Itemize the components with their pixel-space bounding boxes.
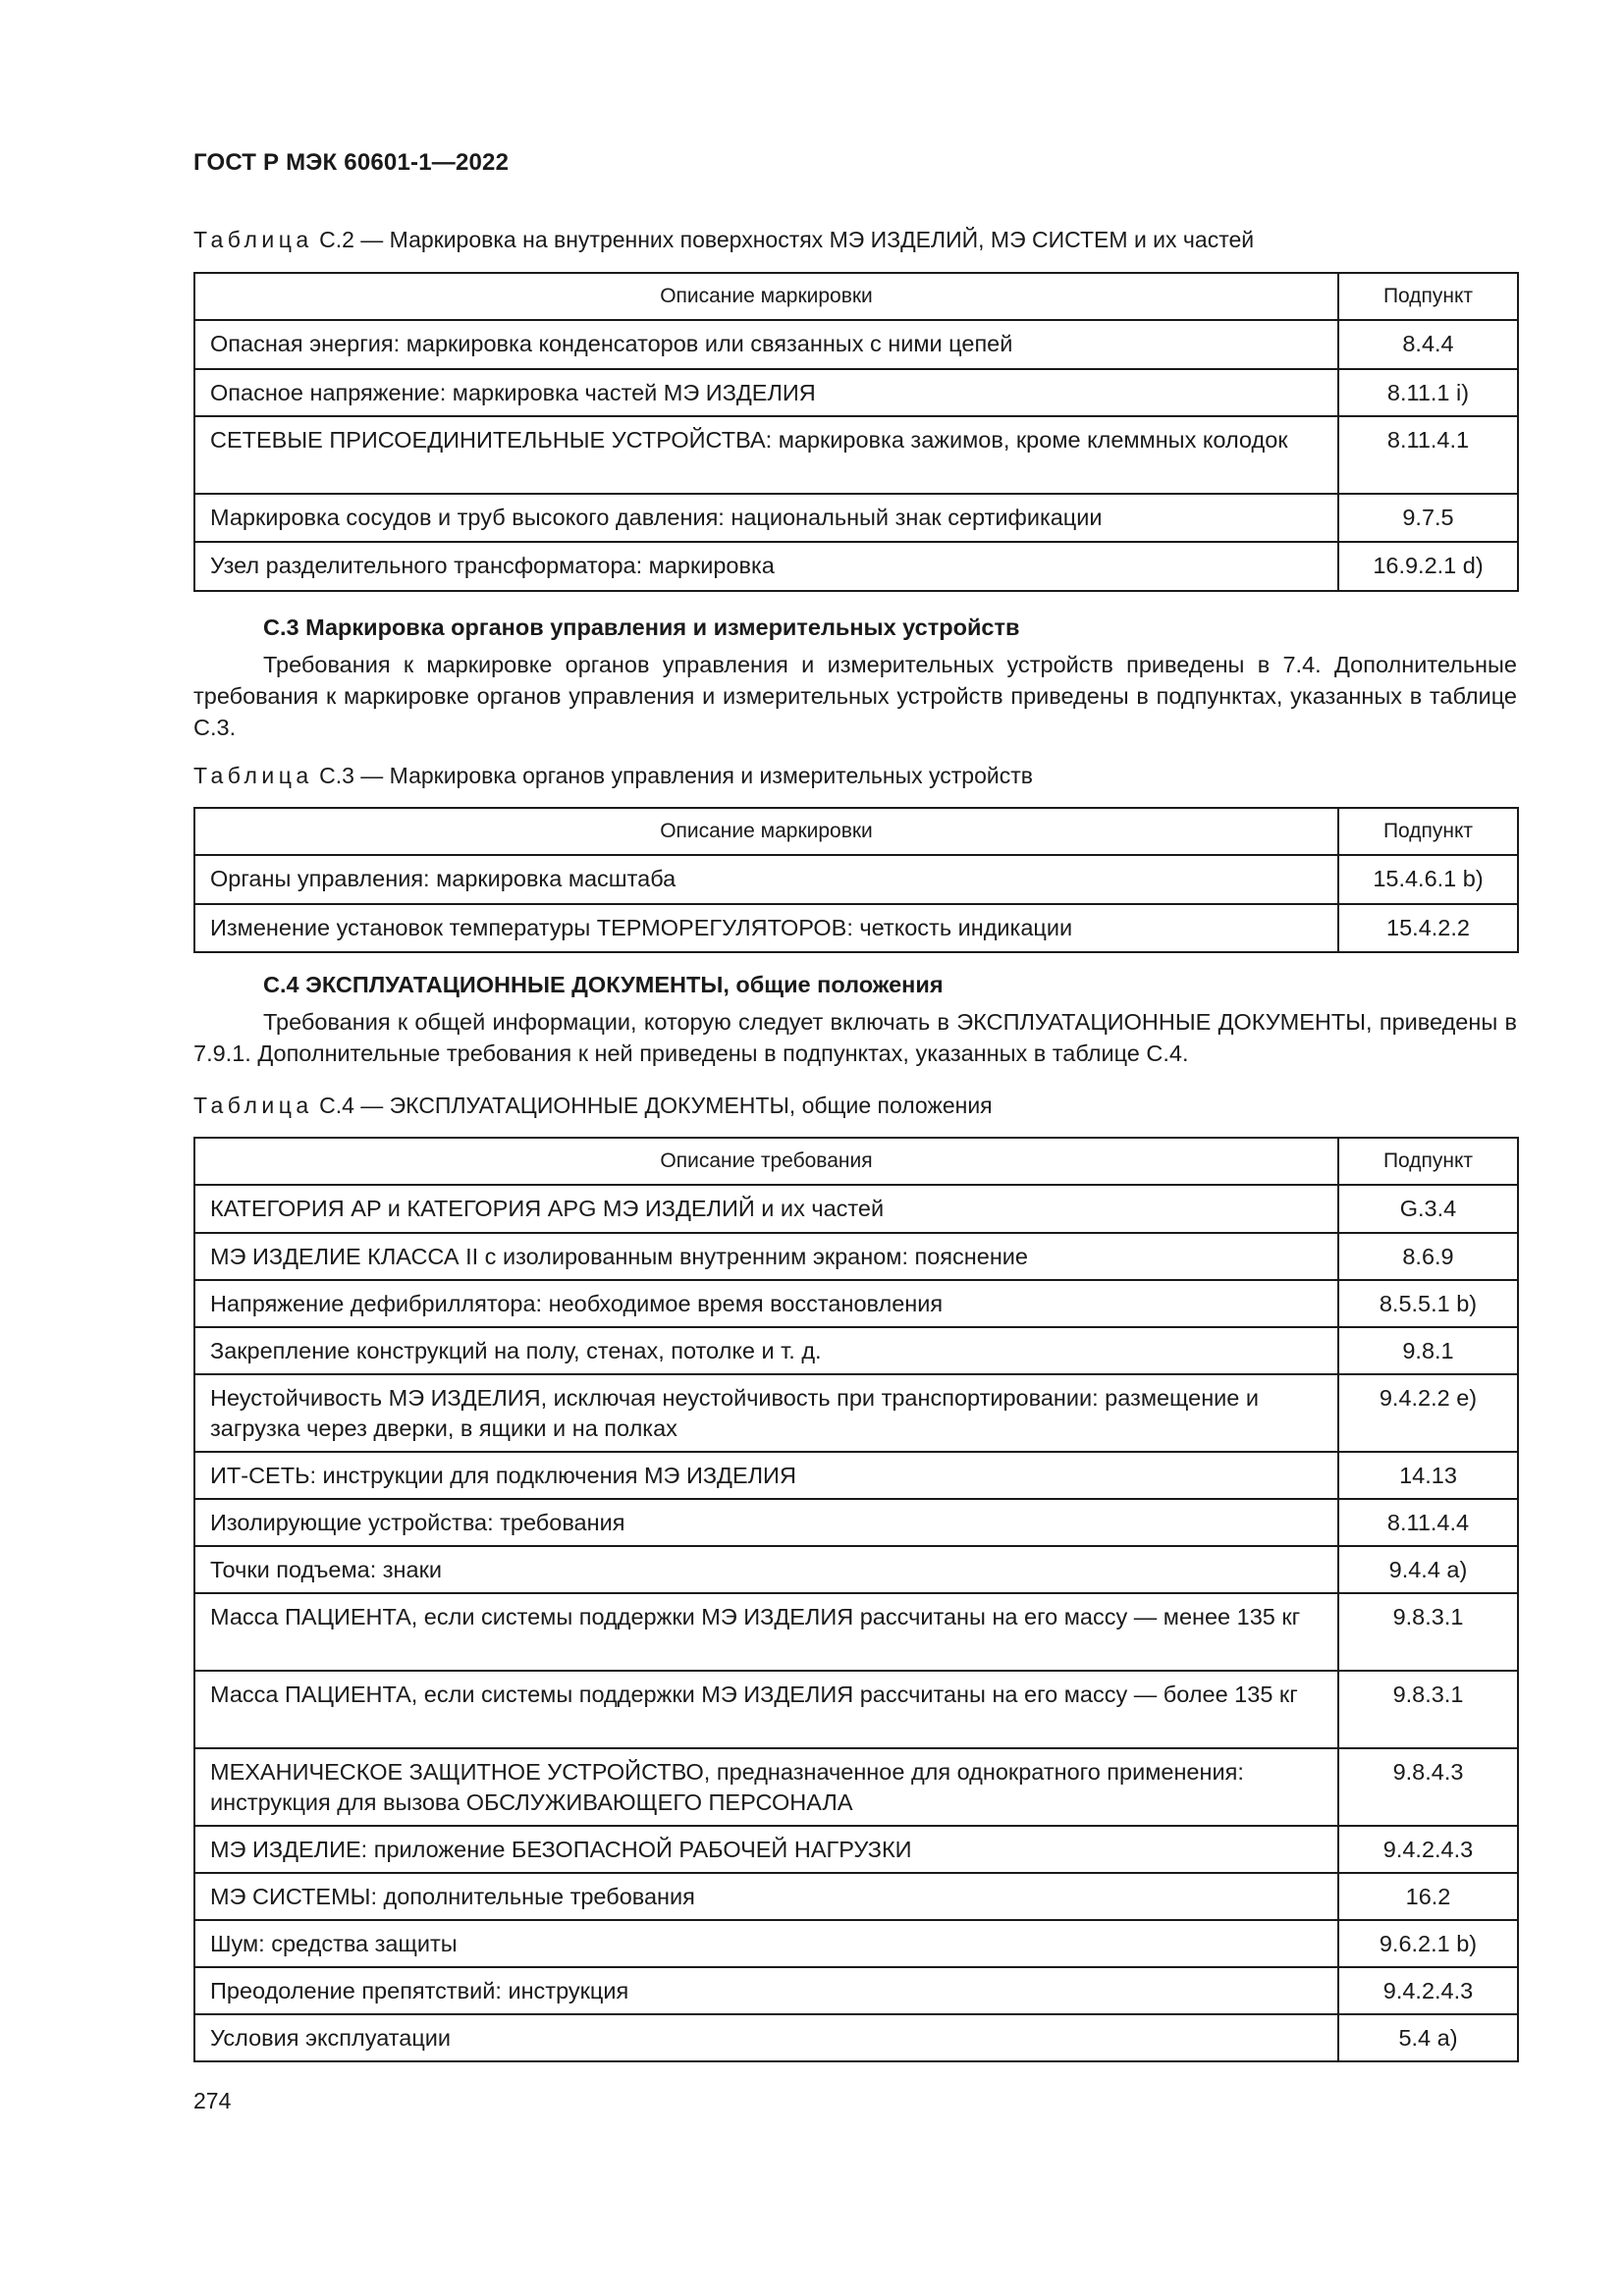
row-description: Закрепление конструкций на полу, стенах, потолке и т. д. [194, 1327, 1338, 1374]
row-description: Точки подъема: знаки [194, 1546, 1338, 1593]
row-subclause: 8.5.5.1 b) [1338, 1280, 1518, 1327]
row-description: Масса ПАЦИЕНТА, если системы поддержки МЭ ИЗДЕЛИЯ рассчитаны на его массу — менее 135 кг [194, 1593, 1338, 1671]
section-c4-title: С.4 ЭКСПЛУАТАЦИОННЫЕ ДОКУМЕНТЫ, общие положения [263, 972, 944, 997]
table-row [194, 1280, 1518, 1327]
row-subclause: 9.8.4.3 [1338, 1748, 1518, 1826]
table-row [194, 1920, 1518, 1967]
row-subclause: 8.11.4.4 [1338, 1499, 1518, 1546]
table-row [194, 1967, 1518, 2014]
row-description: МЭ ИЗДЕЛИЕ КЛАССА II с изолированным внутренним экраном: пояснение [194, 1233, 1338, 1280]
table-c4-caption [193, 1093, 993, 1119]
row-description: Неустойчивость МЭ ИЗДЕЛИЯ, исключая неустойчивость при транспортировании: размещение и загрузка через дверки, в ящики и на полках [194, 1374, 1338, 1452]
row-subclause: 8.11.1 i) [1338, 369, 1518, 416]
row-description: Органы управления: маркировка масштаба [194, 855, 1338, 904]
table-c2 [193, 272, 1519, 592]
table-row [194, 1826, 1518, 1873]
table-row [194, 855, 1518, 904]
table-c3 [193, 807, 1519, 953]
table-header-row [194, 1138, 1518, 1185]
row-description: Маркировка сосудов и труб высокого давления: национальный знак сертификации [194, 494, 1338, 542]
row-description: Опасное напряжение: маркировка частей МЭ ИЗДЕЛИЯ [194, 369, 1338, 416]
table-row [194, 1546, 1518, 1593]
row-description: Изменение установок температуры ТЕРМОРЕГУЛЯТОРОВ: четкость индикации [194, 904, 1338, 952]
section-c4-paragraph: Требования к общей информации, которую следует включать в ЭКСПЛУАТАЦИОННЫЕ ДОКУМЕНТЫ, приведены в 7.9.1. Дополнительные требования к ней приведены в подпунктах, указанных в таблице С.4. [193, 1009, 1517, 1066]
row-subclause: 16.9.2.1 d) [1338, 542, 1518, 591]
row-subclause: 15.4.6.1 b) [1338, 855, 1518, 904]
row-subclause: 9.8.1 [1338, 1327, 1518, 1374]
row-description: Напряжение дефибриллятора: необходимое время восстановления [194, 1280, 1338, 1327]
caption-text: С.3 — Маркировка органов управления и измерительных устройств [319, 763, 1033, 788]
row-subclause: 9.7.5 [1338, 494, 1518, 542]
row-subclause: 15.4.2.2 [1338, 904, 1518, 952]
caption-text: С.2 — Маркировка на внутренних поверхностях МЭ ИЗДЕЛИЙ, МЭ СИСТЕМ и их частей [319, 227, 1255, 252]
table-row [194, 1327, 1518, 1374]
row-description: КАТЕГОРИЯ AP и КАТЕГОРИЯ APG МЭ ИЗДЕЛИЙ и их частей [194, 1185, 1338, 1233]
table-row [194, 1452, 1518, 1499]
table-row [194, 494, 1518, 542]
table-word: Таблица [193, 763, 313, 788]
row-description: Условия эксплуатации [194, 2014, 1338, 2061]
row-description: Узел разделительного трансформатора: маркировка [194, 542, 1338, 591]
table-row [194, 1499, 1518, 1546]
table-c4 [193, 1137, 1519, 2062]
caption-text: С.4 — ЭКСПЛУАТАЦИОННЫЕ ДОКУМЕНТЫ, общие положения [319, 1093, 993, 1118]
row-subclause: 9.4.2.4.3 [1338, 1967, 1518, 2014]
table-row [194, 320, 1518, 369]
row-description: ИТ-СЕТЬ: инструкции для подключения МЭ ИЗДЕЛИЯ [194, 1452, 1338, 1499]
row-subclause: 9.8.3.1 [1338, 1593, 1518, 1671]
table-word: Таблица [193, 1093, 313, 1118]
section-c3-paragraph: Требования к маркировке органов управления и измерительных устройств приведены в 7.4. Дополнительные требования к маркировке органов управления и измерительных устройств приведены в подпунктах, указанных в таблице С.3. [193, 652, 1517, 740]
table-row [194, 542, 1518, 591]
table-header-row [194, 273, 1518, 320]
table-word: Таблица [193, 227, 313, 252]
table-row [194, 1374, 1518, 1452]
column-header-subclause: Подпункт [1338, 1138, 1518, 1185]
table-row [194, 1671, 1518, 1748]
column-header-subclause: Подпункт [1338, 808, 1518, 855]
row-subclause: 5.4 a) [1338, 2014, 1518, 2061]
row-subclause: 9.4.2.2 e) [1338, 1374, 1518, 1452]
row-description: Преодоление препятствий: инструкция [194, 1967, 1338, 2014]
row-description: МЕХАНИЧЕСКОЕ ЗАЩИТНОЕ УСТРОЙСТВО, предназначенное для однократного применения: инструкция для вызова ОБСЛУЖИВАЮЩЕГО ПЕРСОНАЛА [194, 1748, 1338, 1826]
row-subclause: 8.11.4.1 [1338, 416, 1518, 494]
table-row [194, 1748, 1518, 1826]
table-c2-caption [193, 227, 1254, 253]
column-header-subclause: Подпункт [1338, 273, 1518, 320]
table-row [194, 1593, 1518, 1671]
column-header-description: Описание маркировки [194, 273, 1338, 320]
section-c3-title: С.3 Маркировка органов управления и измерительных устройств [263, 614, 1020, 640]
row-subclause: 8.6.9 [1338, 1233, 1518, 1280]
row-subclause: 9.8.3.1 [1338, 1671, 1518, 1748]
table-row [194, 1233, 1518, 1280]
row-subclause: 9.6.2.1 b) [1338, 1920, 1518, 1967]
row-description: Масса ПАЦИЕНТА, если системы поддержки МЭ ИЗДЕЛИЯ рассчитаны на его массу — более 135 кг [194, 1671, 1338, 1748]
row-description: МЭ ИЗДЕЛИЕ: приложение БЕЗОПАСНОЙ РАБОЧЕЙ НАГРУЗКИ [194, 1826, 1338, 1873]
document-id-header: ГОСТ Р МЭК 60601-1—2022 [193, 149, 510, 176]
row-description: Изолирующие устройства: требования [194, 1499, 1338, 1546]
row-subclause: G.3.4 [1338, 1185, 1518, 1233]
table-c3-caption [193, 763, 1033, 789]
table-header-row [194, 808, 1518, 855]
table-row [194, 369, 1518, 416]
row-subclause: 9.4.4 a) [1338, 1546, 1518, 1593]
row-description: МЭ СИСТЕМЫ: дополнительные требования [194, 1873, 1338, 1920]
row-subclause: 8.4.4 [1338, 320, 1518, 369]
table-row [194, 904, 1518, 952]
column-header-description: Описание требования [194, 1138, 1338, 1185]
table-row [194, 1873, 1518, 1920]
row-subclause: 16.2 [1338, 1873, 1518, 1920]
row-subclause: 14.13 [1338, 1452, 1518, 1499]
table-row [194, 2014, 1518, 2061]
table-row [194, 416, 1518, 494]
column-header-description: Описание маркировки [194, 808, 1338, 855]
row-description: Шум: средства защиты [194, 1920, 1338, 1967]
page-number: 274 [193, 2088, 232, 2113]
table-row [194, 1185, 1518, 1233]
row-subclause: 9.4.2.4.3 [1338, 1826, 1518, 1873]
row-description: СЕТЕВЫЕ ПРИСОЕДИНИТЕЛЬНЫЕ УСТРОЙСТВА: маркировка зажимов, кроме клеммных колодок [194, 416, 1338, 494]
row-description: Опасная энергия: маркировка конденсаторов или связанных с ними цепей [194, 320, 1338, 369]
